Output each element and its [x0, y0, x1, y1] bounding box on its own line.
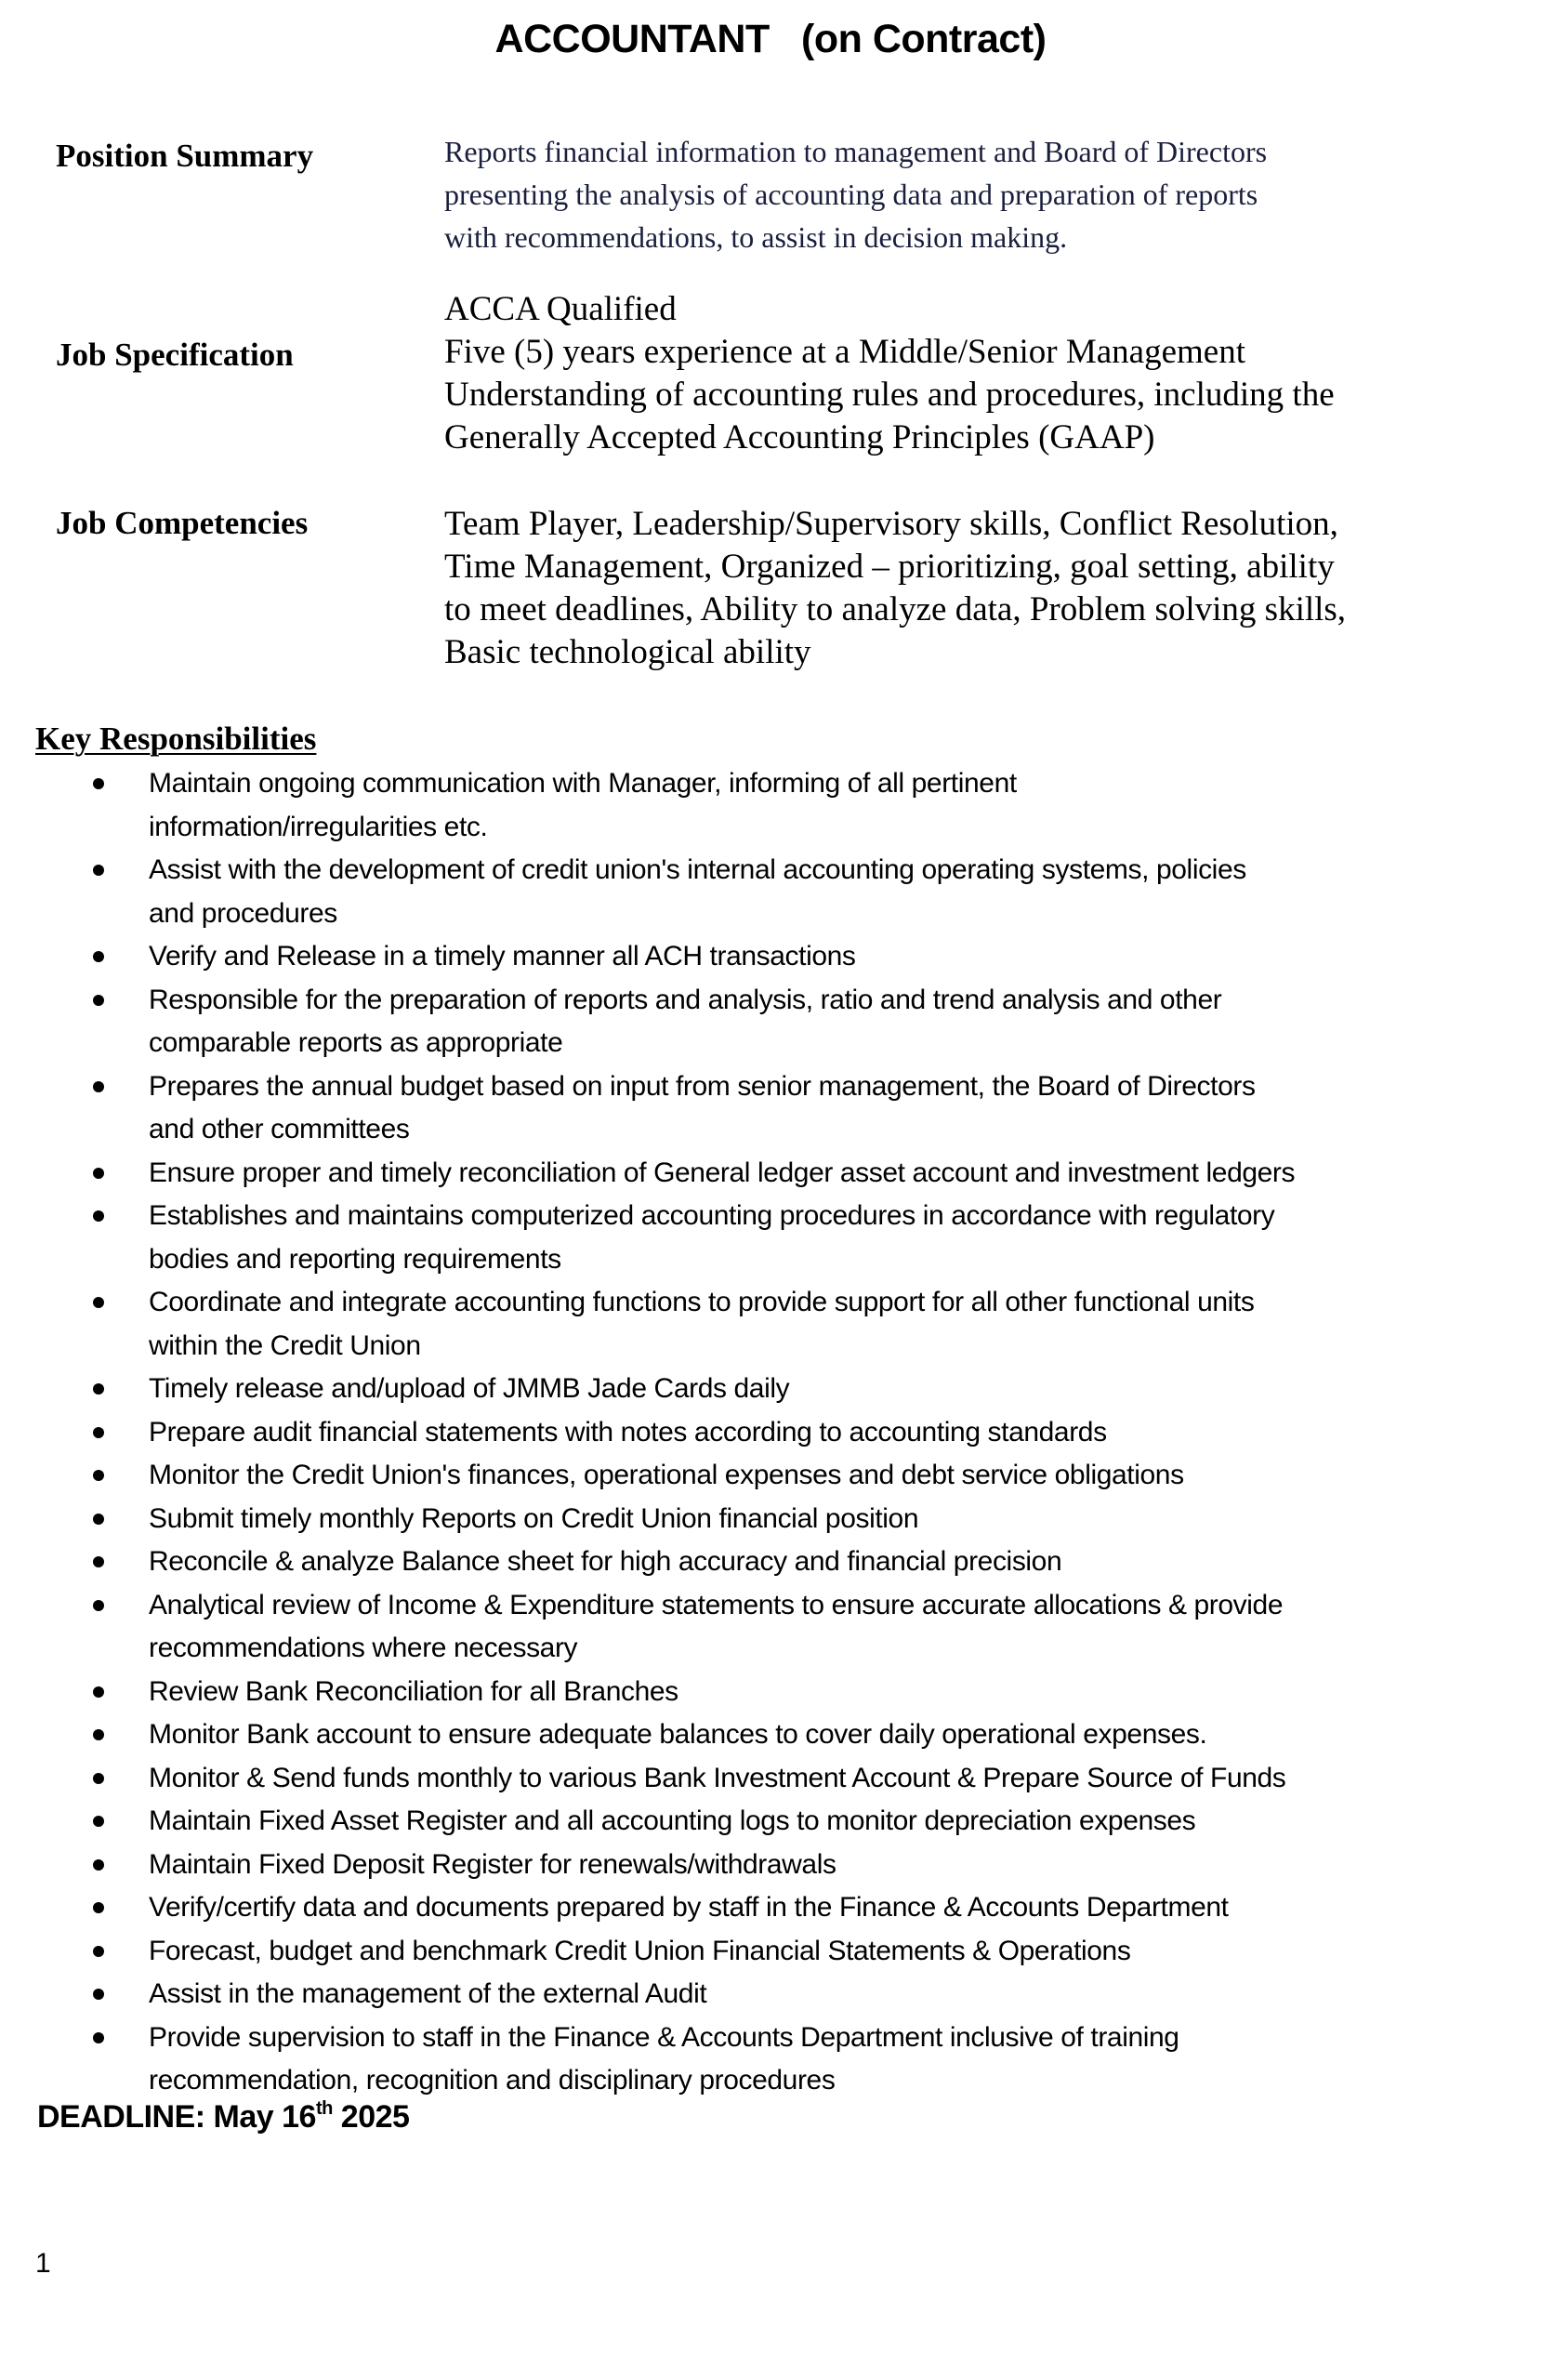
- bullet-icon: [93, 1514, 104, 1525]
- list-item-text: Establishes and maintains computerized accounting procedures in accordance with regulatory: [149, 1200, 1275, 1231]
- summary-line: with recommendations, to assist in decision making.: [444, 220, 1068, 254]
- list-item: [0, 1671, 1541, 1714]
- page-title: ACCOUNTANT (on Contract): [494, 17, 1047, 61]
- bullet-icon: [93, 1902, 104, 1913]
- list-item: [0, 849, 1541, 935]
- list-item: [0, 1195, 1541, 1281]
- list-item: [0, 1281, 1541, 1368]
- list-item: [0, 1152, 1541, 1196]
- bullet-icon: [93, 1383, 104, 1395]
- list-item: [0, 935, 1541, 979]
- list-item-text: comparable reports as appropriate: [149, 1027, 563, 1058]
- summary-line: Reports financial information to management and Board of Directors: [444, 135, 1268, 168]
- list-item: [0, 2016, 1541, 2103]
- list-item: [0, 1800, 1541, 1844]
- list-item: [0, 1757, 1541, 1801]
- list-item: [0, 1065, 1541, 1152]
- bullet-icon: [93, 1600, 104, 1611]
- list-item-text: Provide supervision to staff in the Finance & Accounts Department inclusive of training: [149, 2021, 1179, 2053]
- list-item-text: Prepares the annual budget based on input from senior management, the Board of Directors: [149, 1070, 1256, 1102]
- bullet-icon: [93, 1168, 104, 1179]
- list-item-text: within the Credit Union: [149, 1329, 421, 1361]
- bullet-icon: [93, 2032, 104, 2043]
- list-item: [0, 1498, 1541, 1541]
- bullet-icon: [93, 1729, 104, 1740]
- list-item-text: Maintain Fixed Deposit Register for renewals/withdrawals: [149, 1848, 836, 1880]
- job-specification-label: Job Specification: [56, 337, 294, 373]
- job-competencies-label: Job Competencies: [56, 505, 309, 541]
- bullet-icon: [93, 1946, 104, 1957]
- list-item-text: recommendations where necessary: [149, 1633, 578, 1663]
- deadline: [37, 2099, 409, 2135]
- list-item: [0, 1454, 1541, 1498]
- list-item-text: Forecast, budget and benchmark Credit Union Financial Statements & Operations: [149, 1935, 1131, 1966]
- list-item: [0, 1411, 1541, 1455]
- list-item-text: and other committees: [149, 1114, 410, 1144]
- deadline-prefix: DEADLINE: May 16: [37, 2099, 316, 2135]
- list-item-text: Analytical review of Income & Expenditure statements to ensure accurate allocations & provide: [149, 1589, 1284, 1620]
- key-responsibilities-list: [0, 762, 1541, 2103]
- list-item-text: Ensure proper and timely reconciliation of General ledger asset account and investment ledgers: [149, 1157, 1296, 1188]
- deadline-ordinal-suffix: th: [315, 2098, 333, 2119]
- bullet-icon: [93, 1081, 104, 1092]
- job-competencies-text: [444, 503, 1504, 674]
- list-item-text: Timely release and/upload of JMMB Jade Cards daily: [149, 1373, 790, 1404]
- list-item-text: Maintain ongoing communication with Manager, informing of all pertinent: [149, 768, 1017, 799]
- list-item: [0, 979, 1541, 1065]
- job-specification-text: [444, 288, 1504, 459]
- list-item: [0, 1713, 1541, 1757]
- bullet-icon: [93, 1989, 104, 2000]
- list-item-text: and procedures: [149, 897, 337, 929]
- list-item-text: Prepare audit financial statements with notes according to accounting standards: [149, 1416, 1107, 1448]
- list-item: [0, 1368, 1541, 1411]
- competency-line: Team Player, Leadership/Supervisory skills, Conflict Resolution,: [444, 505, 1338, 543]
- bullet-icon: [93, 1556, 104, 1567]
- position-summary-label: Position Summary: [56, 138, 314, 174]
- list-item-text: Assist in the management of the external Audit: [149, 1978, 707, 2009]
- list-item-text: Responsible for the preparation of reports and analysis, ratio and trend analysis and other: [149, 984, 1222, 1015]
- page-number: 1: [35, 2248, 51, 2279]
- bullet-icon: [93, 1773, 104, 1784]
- bullet-icon: [93, 995, 104, 1006]
- bullet-icon: [93, 951, 104, 962]
- bullet-icon: [93, 1686, 104, 1698]
- list-item-text: Monitor the Credit Union's finances, operational expenses and debt service obligations: [149, 1460, 1184, 1490]
- list-item: [0, 1930, 1541, 1974]
- list-item-text: Verify and Release in a timely manner all ACH transactions: [149, 941, 856, 972]
- key-responsibilities-heading: Key Responsibilities: [35, 721, 317, 757]
- list-item-text: Review Bank Reconciliation for all Branches: [149, 1675, 678, 1707]
- spec-line: Generally Accepted Accounting Principles (GAAP): [444, 418, 1155, 456]
- bullet-icon: [93, 778, 104, 789]
- list-item-text: recommendation, recognition and disciplinary procedures: [149, 2065, 836, 2096]
- bullet-icon: [93, 1470, 104, 1481]
- bullet-icon: [93, 1210, 104, 1222]
- competency-line: Basic technological ability: [444, 633, 811, 671]
- list-item: [0, 1844, 1541, 1887]
- list-item-text: information/irregularities etc.: [149, 811, 488, 842]
- list-item: [0, 1540, 1541, 1584]
- list-item-text: Monitor Bank account to ensure adequate balances to cover daily operational expenses.: [149, 1719, 1207, 1750]
- list-item-text: Verify/certify data and documents prepared by staff in the Finance & Accounts Department: [149, 1892, 1229, 1923]
- spec-line: Understanding of accounting rules and procedures, including the: [444, 376, 1335, 414]
- bullet-icon: [93, 1297, 104, 1308]
- list-item-text: Submit timely monthly Reports on Credit Union financial position: [149, 1502, 919, 1534]
- competency-line: Time Management, Organized – prioritizing, goal setting, ability: [444, 548, 1335, 586]
- spec-line: ACCA Qualified: [444, 290, 677, 328]
- list-item-text: Assist with the development of credit union's internal accounting operating systems, policies: [149, 854, 1246, 885]
- bullet-icon: [93, 1427, 104, 1438]
- list-item: [0, 1886, 1541, 1930]
- list-item-text: Maintain Fixed Asset Register and all accounting logs to monitor depreciation expenses: [149, 1805, 1196, 1836]
- bullet-icon: [93, 865, 104, 876]
- list-item: [0, 762, 1541, 849]
- list-item: [0, 1973, 1541, 2016]
- bullet-icon: [93, 1816, 104, 1827]
- list-item-text: Reconcile & analyze Balance sheet for high accuracy and financial precision: [149, 1546, 1062, 1577]
- list-item: [0, 1584, 1541, 1671]
- list-item-text: Coordinate and integrate accounting functions to provide support for all other functional units: [149, 1287, 1255, 1317]
- competency-line: to meet deadlines, Ability to analyze data, Problem solving skills,: [444, 590, 1347, 628]
- position-summary-text: [444, 130, 1504, 258]
- deadline-year: 2025: [332, 2099, 410, 2135]
- spec-line: Five (5) years experience at a Middle/Senior Management: [444, 333, 1245, 371]
- list-item-text: Monitor & Send funds monthly to various Bank Investment Account & Prepare Source of Funds: [149, 1762, 1286, 1793]
- list-item-text: bodies and reporting requirements: [149, 1243, 561, 1275]
- bullet-icon: [93, 1859, 104, 1871]
- summary-line: presenting the analysis of accounting data and preparation of reports: [444, 178, 1258, 211]
